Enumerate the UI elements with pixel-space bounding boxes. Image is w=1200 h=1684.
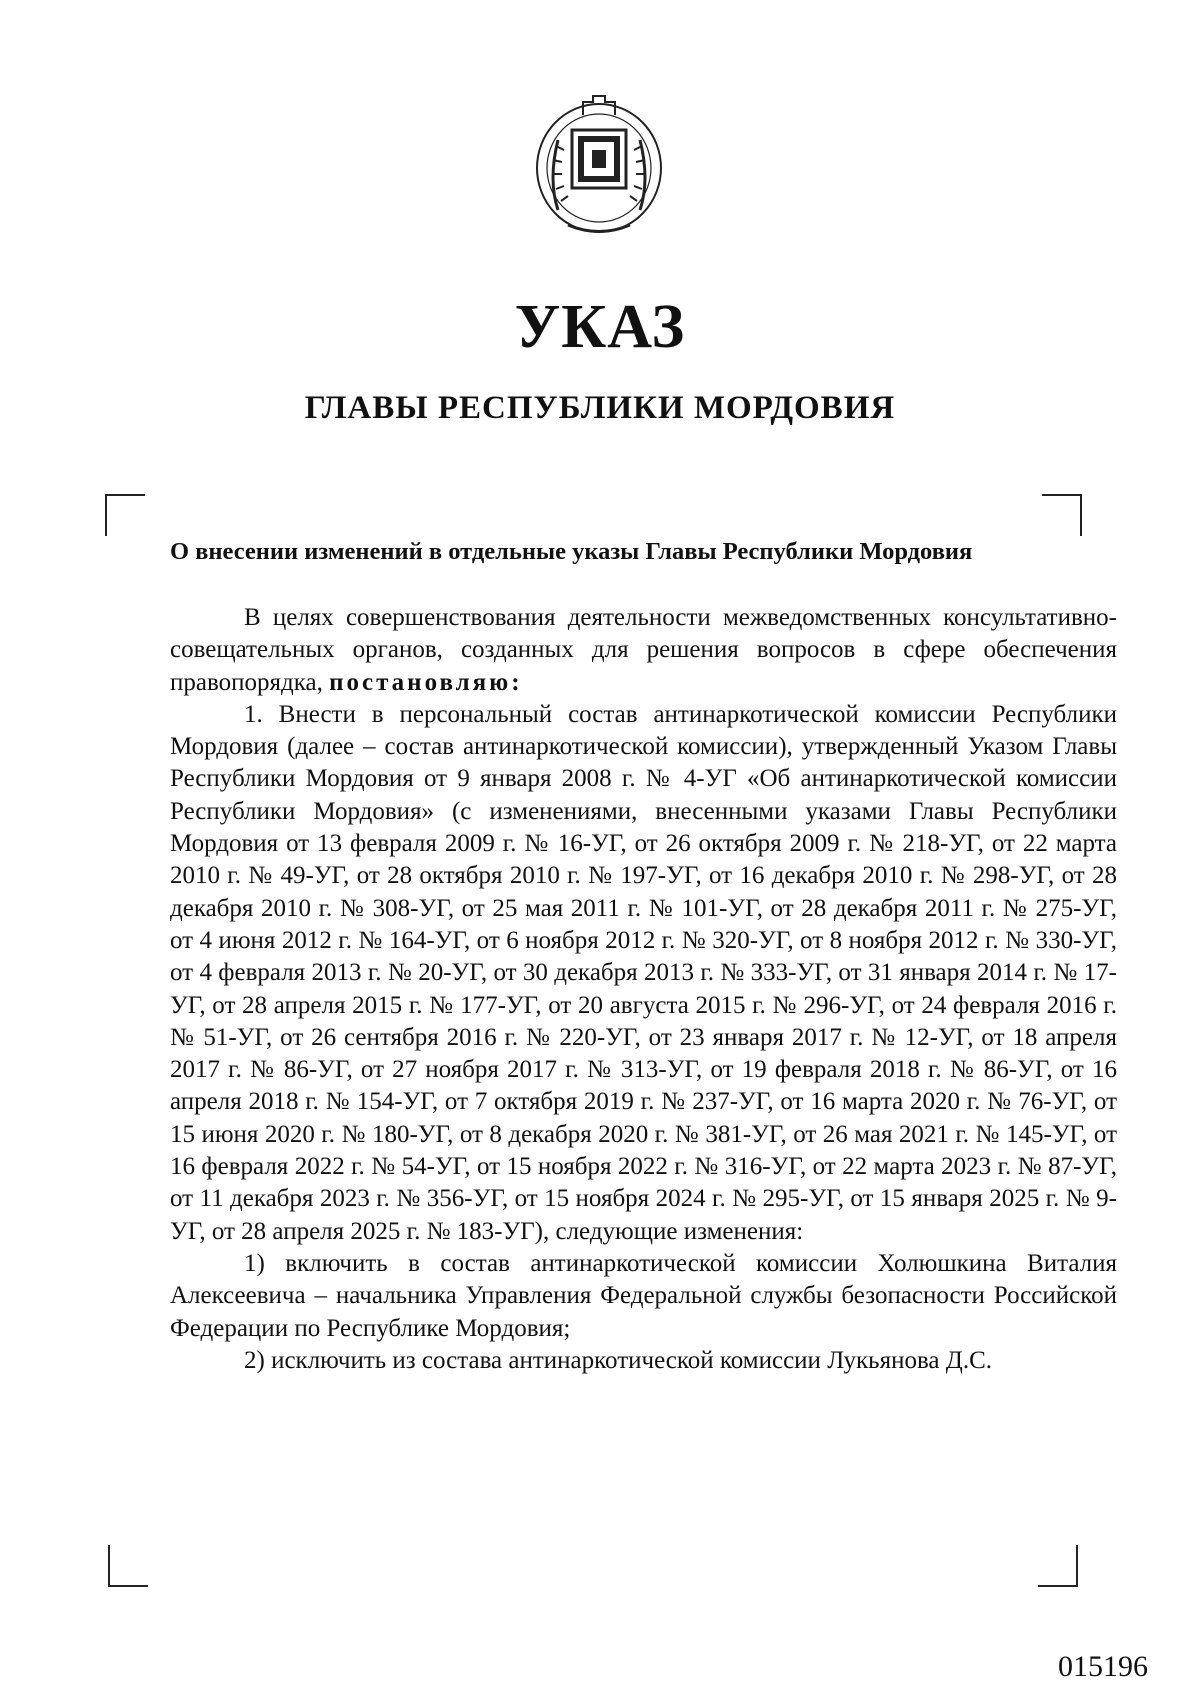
item-1-2-paragraph: 2) исключить из состава антинаркотической комиссии Лукьянова Д.С. bbox=[244, 1346, 992, 1374]
corner-mark-bottom-right bbox=[1038, 1545, 1078, 1587]
document-heading: О внесении изменений в отдельные указы Главы Республики Мордовия bbox=[170, 538, 973, 565]
item-1-1-paragraph: 1) включить в состав антинаркотической комиссии Холюшкина Виталия Алексеевича – начальника Управления Федеральной службы безопасности Российской Федерации по Республике Мордовия; bbox=[170, 1249, 1117, 1342]
preamble-paragraph bbox=[170, 602, 1117, 699]
document-serial-number: 015196 bbox=[1058, 1650, 1148, 1683]
coat-of-arms-emblem bbox=[528, 90, 670, 240]
corner-mark-top-right bbox=[1042, 494, 1082, 536]
document-body bbox=[170, 602, 1117, 1377]
item-1-paragraph: 1. Внести в персональный состав антинаркотической комиссии Республики Мордовия (далее – состав антинаркотической комиссии), утвержденный Указом Главы Республики Мордовия от 9 января 2008 г. № 4-УГ «Об антинаркотической комиссии Республики Мордовия» (с изменениями, внесенными указами Главы Республики Мордовия от 13 февраля 2009 г. № 16-УГ, от 26 октября 2009 г. № 218-УГ, от 22 марта 2010 г. № 49-УГ, от 28 октября 2010 г. № 197-УГ, от 16 декабря 2010 г. № 298-УГ, от 28 декабря 2010 г. № 308-УГ, от 25 мая 2011 г. № 101-УГ, от 28 декабря 2011 г. № 275-УГ, от 4 июня 2012 г. № 164-УГ, от 6 ноября 2012 г. № 320-УГ, от 8 ноября 2012 г. № 330-УГ, от 4 февраля 2013 г. № 20-УГ, от 30 декабря 2013 г. № 333-УГ, от 31 января 2014 г. № 17-УГ, от 28 апреля 2015 г. № 177-УГ, от 20 августа 2015 г. № 296-УГ, от 24 февраля 2016 г. № 51-УГ, от 26 сентября 2016 г. № 220-УГ, от 23 января 2017 г. № 12-УГ, от 18 апреля 2017 г. № 86-УГ, от 27 ноября 2017 г. № 313-УГ, от 19 февраля 2018 г. № 86-УГ, от 16 апреля 2018 г. № 154-УГ, от 7 октября 2019 г. № 237-УГ, от 16 марта 2020 г. № 76-УГ, от 15 июня 2020 г. № 180-УГ, от 8 декабря 2020 г. № 381-УГ, от 26 мая 2021 г. № 145-УГ, от 16 февраля 2022 г. № 54-УГ, от 15 ноября 2022 г. № 316-УГ, от 22 марта 2023 г. № 87-УГ, от 11 декабря 2023 г. № 356-УГ, от 15 ноября 2024 г. № 295-УГ, от 15 января 2025 г. № 9-УГ, от 28 апреля 2025 г. № 183-УГ), следующие изменения: bbox=[170, 700, 1117, 1245]
corner-mark-top-left bbox=[105, 494, 145, 536]
preamble-text: В целях совершенствования деятельности межведомственных консультативно-совещательных органов, созданных для решения вопросов в сфере обеспечения правопорядка, bbox=[170, 604, 1117, 696]
document-title: УКАЗ bbox=[514, 293, 686, 361]
corner-mark-bottom-left bbox=[108, 1545, 148, 1587]
decree-word: постановляю: bbox=[329, 668, 523, 696]
document-subtitle: ГЛАВЫ РЕСПУБЛИКИ МОРДОВИЯ bbox=[304, 390, 896, 426]
